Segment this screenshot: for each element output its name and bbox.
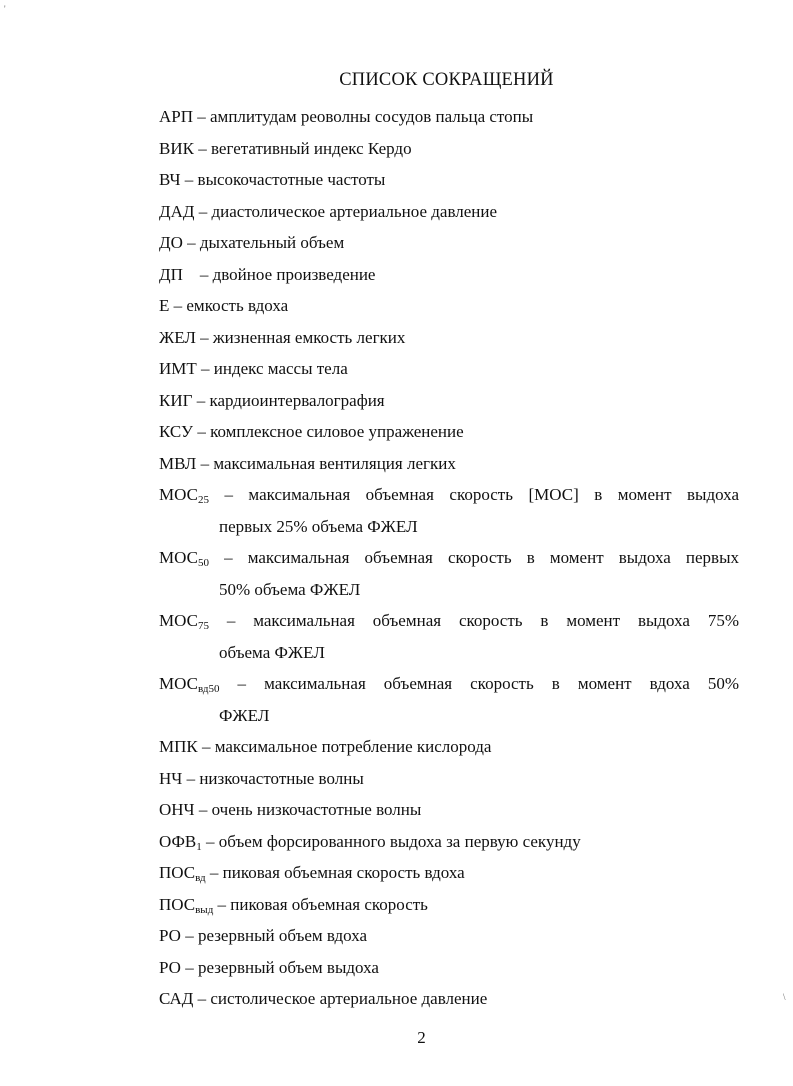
definition: – емкость вдоха <box>169 296 289 315</box>
list-item <box>159 227 739 259</box>
list-item <box>159 794 739 826</box>
definition: – пиковая объемная скорость вдоха <box>205 863 465 882</box>
definition-continuation: объема ФЖЕЛ <box>219 642 325 662</box>
abbreviation: АРП <box>159 107 194 126</box>
definition: – систолическое артериальное давление <box>193 989 488 1008</box>
abbreviation: Е <box>159 296 170 315</box>
entry-first-line <box>159 542 739 574</box>
definition: – дыхательный объем <box>182 233 345 252</box>
definition: – максимальная объемная скорость [МОС] в момент выдоха <box>208 485 739 504</box>
entry-first-line <box>159 668 739 700</box>
list-item <box>159 857 739 889</box>
abbreviation: МВЛ <box>159 453 197 473</box>
definition: – максимальная объемная скорость в момент вдоха 50% <box>219 674 739 693</box>
list-item <box>159 889 739 921</box>
abbreviation: ВИК <box>159 138 194 158</box>
list-item <box>159 353 739 385</box>
list-item <box>159 448 739 480</box>
abbreviation: РО <box>159 957 181 977</box>
definition: – двойное произведение <box>182 264 376 284</box>
abbreviation: КСУ <box>159 422 194 441</box>
abbreviation: КИГ <box>159 390 193 410</box>
subscript: 50 <box>197 557 209 569</box>
definition: – амплитудам реоволны сосудов пальца стопы <box>193 107 534 126</box>
list-item <box>159 416 739 448</box>
definition: – резервный объем выдоха <box>180 957 379 977</box>
definition: – низкочастотные волны <box>182 768 364 788</box>
list-item <box>159 920 739 952</box>
definition: – объем форсированного выдоха за первую секунду <box>201 831 581 851</box>
definition-continuation: первых 25% объема ФЖЕЛ <box>219 516 418 536</box>
definition: – жизненная емкость легких <box>195 327 406 347</box>
list-item <box>159 826 739 858</box>
definition: – максимальная объемная скорость в момент выдоха первых <box>208 548 739 567</box>
subscript: выд <box>195 903 214 916</box>
subscript: вд50 <box>197 683 220 695</box>
definition: – вегетативный индекс Кердо <box>193 138 412 158</box>
list-item <box>159 952 739 984</box>
list-item <box>159 605 739 668</box>
abbreviation: МПК <box>159 737 198 756</box>
abbreviation: ДАД <box>159 201 195 221</box>
list-item <box>159 322 739 354</box>
subscript: вд <box>195 872 206 884</box>
list-item <box>159 101 739 133</box>
definition: – комплексное силовое упраженение <box>193 422 464 441</box>
abbreviation: МОС <box>159 548 198 567</box>
subscript: 75 <box>197 620 209 632</box>
list-item <box>159 259 739 291</box>
list-item <box>159 668 739 731</box>
entry-first-line <box>159 605 739 637</box>
definition: – диастолическое артериальное давление <box>194 201 498 221</box>
definition: – высокочастотные частоты <box>180 170 386 189</box>
abbreviation-list <box>159 101 739 1015</box>
scan-speck: \ <box>783 992 786 1002</box>
entry-first-line <box>159 479 739 511</box>
definition: – максимальная объемная скорость в момент выдоха 75% <box>208 611 739 630</box>
list-item <box>159 196 739 228</box>
definition-continuation: 50% объема ФЖЕЛ <box>219 579 361 599</box>
list-item <box>159 133 739 165</box>
definition: – пиковая объемная скорость <box>213 894 428 914</box>
abbreviation: ВЧ <box>159 170 181 189</box>
abbreviation: НЧ <box>159 768 183 788</box>
definition: – резервный объем вдоха <box>180 926 368 945</box>
abbreviation: ПОС <box>159 894 196 914</box>
definition-continuation: ФЖЕЛ <box>219 705 270 725</box>
abbreviation: ИМТ <box>159 359 197 378</box>
list-item <box>159 479 739 542</box>
abbreviation: ОФВ <box>159 831 197 851</box>
subscript: 1 <box>196 840 202 853</box>
abbreviation: ОНЧ <box>159 800 195 819</box>
definition: – очень низкочастотные волны <box>194 800 422 819</box>
list-item <box>159 983 739 1015</box>
definition: – индекс массы тела <box>196 359 348 378</box>
abbreviation: МОС <box>159 674 198 693</box>
list-item <box>159 385 739 417</box>
list-item <box>159 763 739 795</box>
definition: – максимальная вентиляция легких <box>196 453 456 473</box>
page-number: 2 <box>417 1028 426 1047</box>
abbreviation: ЖЕЛ <box>159 327 196 347</box>
list-item <box>159 542 739 605</box>
definition: – максимальное потребление кислорода <box>197 737 492 756</box>
list-item <box>159 290 739 322</box>
abbreviation: МОС <box>159 485 198 504</box>
scan-speck: ' <box>4 4 6 14</box>
abbreviation: ПОС <box>159 863 196 882</box>
subscript: 25 <box>197 494 209 506</box>
abbreviation: САД <box>159 989 194 1008</box>
list-item <box>159 164 739 196</box>
abbreviation: РО <box>159 926 181 945</box>
abbreviation: МОС <box>159 611 198 630</box>
definition: – кардиоинтервалография <box>192 390 385 410</box>
page-title: СПИСОК СОКРАЩЕНИЙ <box>339 70 554 90</box>
abbreviation: ДО <box>159 233 183 252</box>
abbreviation: ДП <box>159 264 183 284</box>
list-item <box>159 731 739 763</box>
